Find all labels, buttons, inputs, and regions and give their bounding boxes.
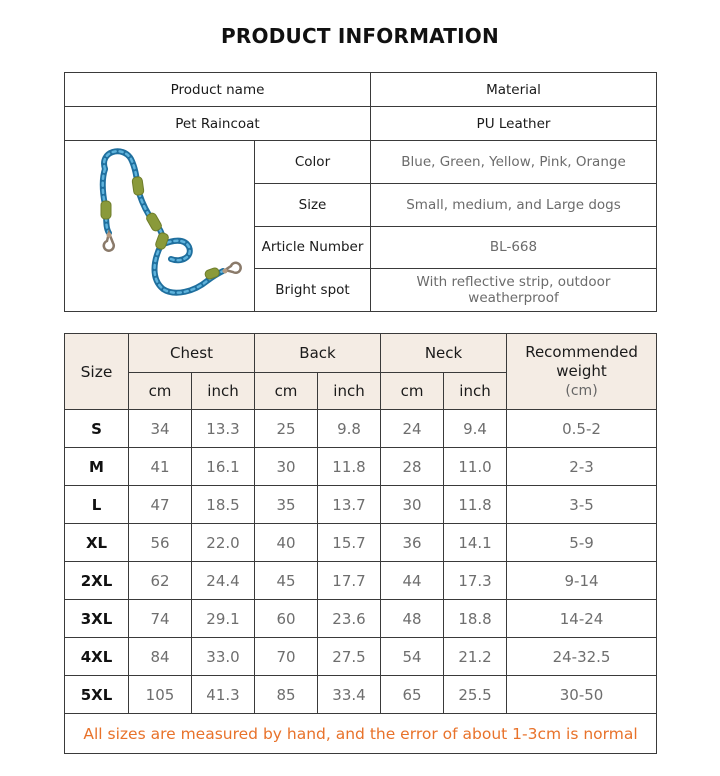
chest-inch-cell: 18.5 [192,486,255,524]
size-cell: 2XL [65,562,129,600]
size-chart-table [64,333,657,754]
measurement-note: All sizes are measured by hand, and the error of about 1-3cm is normal [65,714,657,754]
back-cm-cell: 60 [255,600,318,638]
unit-cm: cm [381,373,444,410]
weight-header-label: Recommended weight [525,342,638,380]
table-row [65,448,657,486]
chest-inch-cell: 13.3 [192,410,255,448]
table-row [65,600,657,638]
size-column-header: Size [65,334,129,410]
neck-cm-cell: 48 [381,600,444,638]
weight-cell: 0.5-2 [507,410,657,448]
weight-cell: 5-9 [507,524,657,562]
table-row [65,486,657,524]
neck-inch-cell: 25.5 [444,676,507,714]
back-inch-cell: 15.7 [318,524,381,562]
chest-inch-cell: 33.0 [192,638,255,676]
weight-cell: 14-24 [507,600,657,638]
unit-inch: inch [318,373,381,410]
page-title: PRODUCT INFORMATION [221,24,499,48]
spec-label: Size [255,183,371,226]
back-cm-cell: 45 [255,562,318,600]
back-inch-cell: 9.8 [318,410,381,448]
neck-cm-cell: 65 [381,676,444,714]
chest-cm-cell: 56 [129,524,192,562]
spec-value: BL-668 [371,226,657,269]
back-cm-cell: 35 [255,486,318,524]
material-label: Material [371,73,657,107]
weight-cell: 2-3 [507,448,657,486]
unit-cm: cm [129,373,192,410]
table-row [65,524,657,562]
size-cell: 5XL [65,676,129,714]
back-cm-cell: 30 [255,448,318,486]
spec-label: Bright spot [255,269,371,312]
product-name-label: Product name [65,73,371,107]
spec-label: Color [255,141,371,184]
neck-cm-cell: 54 [381,638,444,676]
spec-value: Small, medium, and Large dogs [371,183,657,226]
back-inch-cell: 11.8 [318,448,381,486]
chest-cm-cell: 74 [129,600,192,638]
unit-cm: cm [255,373,318,410]
back-cm-cell: 25 [255,410,318,448]
back-inch-cell: 13.7 [318,486,381,524]
neck-cm-cell: 30 [381,486,444,524]
back-inch-cell: 27.5 [318,638,381,676]
chest-cm-cell: 84 [129,638,192,676]
neck-inch-cell: 11.8 [444,486,507,524]
size-cell: S [65,410,129,448]
size-cell: L [65,486,129,524]
size-cell: M [65,448,129,486]
weight-header-unit: (cm) [565,382,598,399]
chest-cm-cell: 62 [129,562,192,600]
chest-inch-cell: 29.1 [192,600,255,638]
unit-inch: inch [444,373,507,410]
table-row [65,562,657,600]
neck-inch-cell: 18.8 [444,600,507,638]
size-cell: 4XL [65,638,129,676]
back-header: Back [255,334,381,373]
unit-inch: inch [192,373,255,410]
spec-value: Blue, Green, Yellow, Pink, Orange [371,141,657,184]
neck-inch-cell: 11.0 [444,448,507,486]
product-info-table [64,72,657,312]
neck-inch-cell: 17.3 [444,562,507,600]
neck-header: Neck [381,334,507,373]
spec-label: Article Number [255,226,371,269]
chest-cm-cell: 105 [129,676,192,714]
chest-cm-cell: 47 [129,486,192,524]
chest-cm-cell: 41 [129,448,192,486]
table-row [65,638,657,676]
back-inch-cell: 33.4 [318,676,381,714]
weight-cell: 3-5 [507,486,657,524]
weight-cell: 9-14 [507,562,657,600]
back-cm-cell: 40 [255,524,318,562]
table-row [65,676,657,714]
weight-cell: 30-50 [507,676,657,714]
chest-header: Chest [129,334,255,373]
spec-value: With reflective strip, outdoor weatherproof [371,269,657,312]
recommended-weight-header [507,334,657,410]
size-cell: 3XL [65,600,129,638]
table-row [65,410,657,448]
chest-inch-cell: 16.1 [192,448,255,486]
material-value: PU Leather [371,107,657,141]
neck-cm-cell: 28 [381,448,444,486]
chest-inch-cell: 22.0 [192,524,255,562]
chest-inch-cell: 41.3 [192,676,255,714]
back-cm-cell: 70 [255,638,318,676]
neck-inch-cell: 9.4 [444,410,507,448]
chest-cm-cell: 34 [129,410,192,448]
product-name-value: Pet Raincoat [65,107,371,141]
size-cell: XL [65,524,129,562]
leash-product-image [65,141,254,307]
weight-cell: 24-32.5 [507,638,657,676]
chest-inch-cell: 24.4 [192,562,255,600]
neck-inch-cell: 14.1 [444,524,507,562]
neck-inch-cell: 21.2 [444,638,507,676]
back-inch-cell: 17.7 [318,562,381,600]
neck-cm-cell: 44 [381,562,444,600]
neck-cm-cell: 24 [381,410,444,448]
back-inch-cell: 23.6 [318,600,381,638]
back-cm-cell: 85 [255,676,318,714]
neck-cm-cell: 36 [381,524,444,562]
product-image-cell [65,141,255,312]
